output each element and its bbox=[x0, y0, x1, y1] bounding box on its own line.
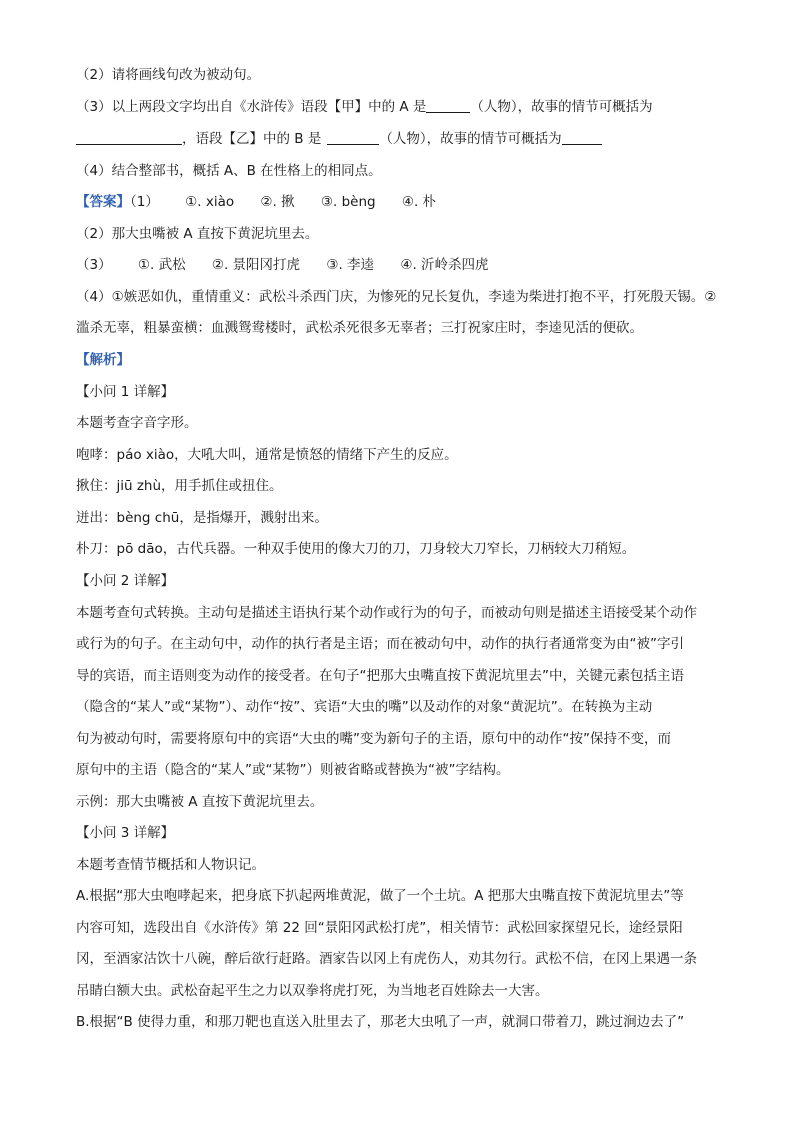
answer-blank-person-a[interactable] bbox=[426, 98, 470, 113]
question-3-text-b: （人物），故事的情节可概括为 bbox=[470, 99, 653, 115]
section-2-line: （隐含的“某人”或“某物”）、动作“按”、宾语“大虫的嘴”以及动作的对象“黄泥坑”。在转换为主动 bbox=[76, 699, 653, 715]
answer-blank-person-b[interactable] bbox=[327, 130, 379, 145]
section-1-line: 朴刀：pō dāo，古代兵器。一种双手使用的像大刀的刀，刀身较大刀窄长，刀柄较大刀稍短。 bbox=[76, 541, 636, 557]
answer-3-item: ④. 沂岭杀四虎 bbox=[400, 257, 489, 273]
answer-1-item: ④. 朴 bbox=[401, 194, 437, 210]
section-1-line: 咆哮：páo xiào，大吼大叫，通常是愤怒的情绪下产生的反应。 bbox=[76, 447, 458, 463]
section-3-line: A.根据“那大虫咆哮起来，把身底下扒起两堆黄泥，做了一个土坑。A 把那大虫嘴直按下黄泥坑里去”等 bbox=[76, 888, 684, 904]
section-1-line: 揪住：jiū zhù，用手抓住或扭住。 bbox=[76, 478, 283, 494]
section-2-line: 本题考查句式转换。主动句是描述主语执行某个动作或行为的句子，而被动句则是描述主语接受某个动作 bbox=[76, 605, 697, 621]
answer-3-item: ①. 武松 bbox=[137, 257, 186, 273]
answer-tag: 【答案】 bbox=[76, 194, 130, 210]
answer-3-prefix: （3） bbox=[76, 257, 112, 273]
section-3-line: 吊睛白额大虫。武松奋起平生之力以双拳将虎打死，为当地老百姓除去一大害。 bbox=[76, 983, 549, 999]
answer-1-item: ②. 揪 bbox=[260, 194, 295, 210]
analysis-tag: 【解析】 bbox=[76, 352, 130, 368]
question-3-line-2 bbox=[76, 130, 728, 148]
answer-2: （2）那大虫嘴被 A 直按下黄泥坑里去。 bbox=[76, 226, 319, 242]
answer-1-item: ③. bèng bbox=[320, 194, 376, 210]
question-2: （2）请将画线句改为被动句。 bbox=[76, 67, 261, 83]
answer-1-item: ①. xiào bbox=[185, 194, 235, 210]
section-3-line: 冈，至酒家沽饮十八碗，醉后欲行赶路。酒家告以冈上有虎伤人，劝其勿行。武松不信，在冈上果遇一条 bbox=[76, 951, 697, 967]
section-2-line: 或行为的句子。在主动句中，动作的执行者是主语；而在被动句中，动作的执行者通常变为由“被”字引 bbox=[76, 636, 684, 652]
section-1-line: 迸出：bèng chū，是指爆开，溅射出来。 bbox=[76, 510, 328, 526]
answer-1 bbox=[76, 193, 728, 211]
answer-blank-plot-a[interactable] bbox=[76, 130, 182, 145]
question-3-text-c: ，语段【乙】中的 B 是 bbox=[182, 131, 322, 147]
section-2-line: 示例：那大虫嘴被 A 直按下黄泥坑里去。 bbox=[76, 794, 324, 810]
section-2-line: 导的宾语，而主语则变为动作的接受者。在句子“把那大虫嘴直按下黄泥坑里去”中，关键元素包括主语 bbox=[76, 668, 684, 684]
section-3-title: 【小问 3 详解】 bbox=[76, 825, 175, 841]
answer-4-line-1: （4）①嫉恶如仇，重情重义：武松斗杀西门庆，为惨死的兄长复仇，李逵为柴进打抱不平，打死殷天锡。② bbox=[76, 289, 717, 305]
question-3-line-1 bbox=[76, 98, 728, 116]
section-2-line: 原句中的主语（隐含的“某人”或“某物”）则被省略或替换为“被”字结构。 bbox=[76, 762, 510, 778]
section-1-line: 本题考查字音字形。 bbox=[76, 415, 198, 431]
answer-3-item: ③. 李逵 bbox=[326, 257, 375, 273]
section-2-line: 句为被动句时，需要将原句中的宾语“大虫的嘴”变为新句子的主语，原句中的动作“按”保持不变，而 bbox=[76, 731, 671, 747]
answer-1-prefix: （1） bbox=[130, 194, 159, 210]
answer-3-item: ②. 景阳冈打虎 bbox=[211, 257, 301, 273]
question-3-text-a: （3）以上两段文字均出自《水浒传》语段【甲】中的 A 是 bbox=[76, 99, 427, 115]
section-3-line: 内容可知，选段出自《水浒传》第 22 回“景阳冈武松打虎”，相关情节：武松回家探望兄长，途经景阳 bbox=[76, 920, 683, 936]
question-4: （4）结合整部书，概括 A、B 在性格上的相同点。 bbox=[76, 163, 382, 179]
answer-4-line-2: 滥杀无辜，粗暴蛮横：血溅鸳鸯楼时，武松杀死很多无辜者；三打祝家庄时，李逵见活的便砍。 bbox=[76, 320, 643, 336]
answer-blank-plot-b[interactable] bbox=[562, 130, 602, 145]
answer-3 bbox=[76, 256, 728, 274]
section-3-line: 本题考查情节概括和人物识记。 bbox=[76, 857, 265, 873]
question-3-text-d: （人物），故事的情节可概括为 bbox=[379, 131, 562, 147]
section-3-line: B.根据“B 使得力重，和那刀靶也直送入肚里去了，那老大虫吼了一声，就洞口带着刀，跳过涧边去了” bbox=[76, 1014, 685, 1030]
section-1-title: 【小问 1 详解】 bbox=[76, 384, 175, 400]
section-2-title: 【小问 2 详解】 bbox=[76, 573, 175, 589]
